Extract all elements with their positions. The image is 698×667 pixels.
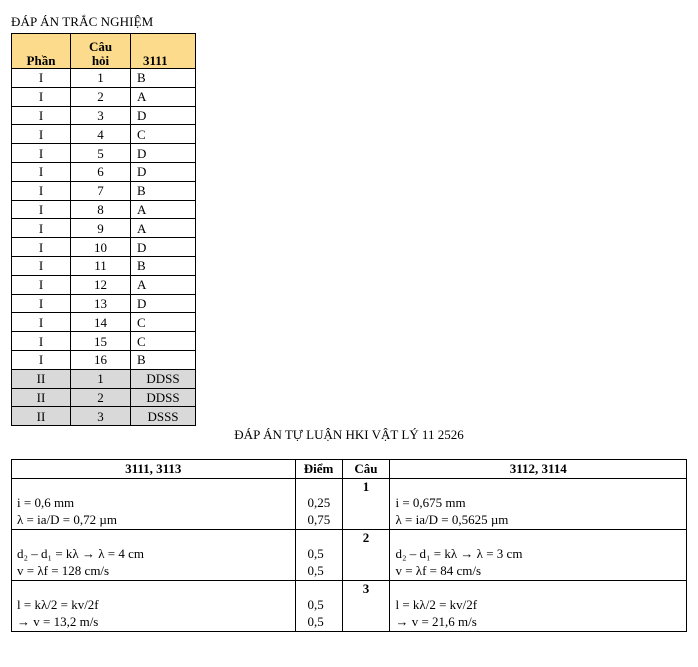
question-cell: 12	[71, 275, 131, 294]
essay-answer-title: ĐÁP ÁN TỰ LUẬN HKI VẬT LÝ 11 2526	[234, 427, 464, 442]
question-cell: 15	[71, 332, 131, 351]
answer-cell: C	[131, 332, 196, 351]
multiple-choice-answer-table	[11, 33, 196, 426]
answer-cell: D	[131, 294, 196, 313]
multiple-choice-title: ĐÁP ÁN TRẮC NGHIỆM	[11, 14, 154, 29]
question-number: 2	[342, 530, 390, 581]
score-cell	[295, 530, 342, 581]
score-cell-line: 0,5	[307, 562, 324, 578]
header-score: Điểm	[295, 460, 342, 479]
part-cell: I	[12, 69, 71, 88]
left-solution-line: λ = ia/D = 0,72 µm	[17, 511, 117, 527]
header-left-codes: 3111, 3113	[12, 460, 296, 479]
essay-body	[12, 479, 687, 632]
part-cell: I	[12, 144, 71, 163]
right-solution-line: v = λf = 84 cm/s	[395, 562, 482, 578]
answer-cell: B	[131, 256, 196, 275]
essay-header-row	[12, 460, 687, 479]
question-cell: 1	[71, 369, 131, 388]
answer-cell: DSSS	[131, 407, 196, 426]
part-cell: I	[12, 200, 71, 219]
table-row	[12, 294, 196, 313]
part-cell: I	[12, 106, 71, 125]
header-question-line1: Câu	[88, 39, 113, 54]
part-cell: I	[12, 87, 71, 106]
table-row	[12, 181, 196, 200]
part-cell: I	[12, 125, 71, 144]
score-cell-line: 0,5	[307, 546, 324, 561]
right-solution	[390, 530, 687, 581]
essay-row	[12, 479, 687, 530]
part-cell: I	[12, 238, 71, 257]
score-cell-line: 0,75	[307, 511, 331, 527]
score-cell	[295, 479, 342, 530]
header-exam-code: 3111	[131, 34, 196, 69]
left-solution-line: v = λf = 128 cm/s	[17, 562, 110, 578]
table-row	[12, 200, 196, 219]
table-row	[12, 219, 196, 238]
mc-body	[12, 69, 196, 426]
answer-cell: A	[131, 87, 196, 106]
question-cell: 7	[71, 181, 131, 200]
part-cell: II	[12, 388, 71, 407]
table-row	[12, 106, 196, 125]
question-cell: 5	[71, 144, 131, 163]
question-cell: 2	[71, 87, 131, 106]
table-row	[12, 313, 196, 332]
part-cell: II	[12, 407, 71, 426]
answer-cell: D	[131, 238, 196, 257]
score-cell-line: 0,5	[307, 597, 324, 612]
part-cell: I	[12, 294, 71, 313]
answer-cell: C	[131, 125, 196, 144]
table-row	[12, 256, 196, 275]
part-cell: I	[12, 181, 71, 200]
part-cell: I	[12, 350, 71, 369]
score-cell	[295, 581, 342, 632]
question-cell: 4	[71, 125, 131, 144]
right-solution	[390, 581, 687, 632]
part-cell: I	[12, 332, 71, 351]
header-part: Phần	[12, 34, 71, 69]
answer-cell: D	[131, 162, 196, 181]
left-solution-line: i = 0,6 mm	[17, 495, 75, 510]
score-cell-line: 0,25	[307, 495, 331, 510]
right-solution	[390, 479, 687, 530]
answer-cell: B	[131, 181, 196, 200]
answer-cell: DDSS	[131, 369, 196, 388]
question-cell: 1	[71, 69, 131, 88]
part-cell: I	[12, 219, 71, 238]
left-solution-line: → v = 13,2 m/s	[17, 613, 99, 629]
table-row	[12, 238, 196, 257]
left-solution-line: l = kλ/2 = kv/2f	[17, 597, 99, 612]
answer-cell: A	[131, 200, 196, 219]
table-row	[12, 388, 196, 407]
left-solution	[12, 479, 296, 530]
table-row	[12, 407, 196, 426]
question-cell: 3	[71, 407, 131, 426]
question-cell: 9	[71, 219, 131, 238]
question-cell: 14	[71, 313, 131, 332]
header-question	[71, 34, 131, 69]
header-question-line2: hỏi	[91, 53, 110, 68]
score-cell-line: 0,5	[307, 613, 324, 629]
question-cell: 2	[71, 388, 131, 407]
question-cell: 11	[71, 256, 131, 275]
answer-cell: C	[131, 313, 196, 332]
answer-cell: D	[131, 106, 196, 125]
part-cell: II	[12, 369, 71, 388]
part-cell: I	[12, 313, 71, 332]
mc-header-row	[12, 34, 196, 69]
answer-cell: D	[131, 144, 196, 163]
question-number: 1	[342, 479, 390, 530]
answer-cell: DDSS	[131, 388, 196, 407]
table-row	[12, 69, 196, 88]
header-right-codes: 3112, 3114	[390, 460, 687, 479]
table-row	[12, 332, 196, 351]
question-cell: 13	[71, 294, 131, 313]
essay-row	[12, 530, 687, 581]
table-row	[12, 162, 196, 181]
table-row	[12, 87, 196, 106]
part-cell: I	[12, 162, 71, 181]
answer-cell: A	[131, 219, 196, 238]
answer-cell: B	[131, 350, 196, 369]
table-row	[12, 125, 196, 144]
answer-cell: B	[131, 69, 196, 88]
left-solution-line: d₂ – d₁ = kλ → λ = 4 cm	[17, 546, 144, 561]
question-cell: 8	[71, 200, 131, 219]
left-solution	[12, 581, 296, 632]
answer-cell: A	[131, 275, 196, 294]
essay-answer-table	[11, 459, 687, 632]
right-solution-line: λ = ia/D = 0,5625 µm	[395, 511, 509, 527]
question-cell: 10	[71, 238, 131, 257]
table-row	[12, 350, 196, 369]
table-row	[12, 275, 196, 294]
part-cell: I	[12, 275, 71, 294]
right-solution-line: i = 0,675 mm	[395, 495, 466, 510]
part-cell: I	[12, 256, 71, 275]
question-cell: 6	[71, 162, 131, 181]
table-row	[12, 144, 196, 163]
question-cell: 16	[71, 350, 131, 369]
header-question-number: Câu	[342, 460, 390, 479]
right-solution-line: → v = 21,6 m/s	[395, 613, 477, 629]
left-solution	[12, 530, 296, 581]
table-row	[12, 369, 196, 388]
question-number: 3	[342, 581, 390, 632]
right-solution-line: d₂ – d₁ = kλ → λ = 3 cm	[395, 546, 523, 561]
question-cell: 3	[71, 106, 131, 125]
right-solution-line: l = kλ/2 = kv/2f	[395, 597, 478, 612]
essay-row	[12, 581, 687, 632]
